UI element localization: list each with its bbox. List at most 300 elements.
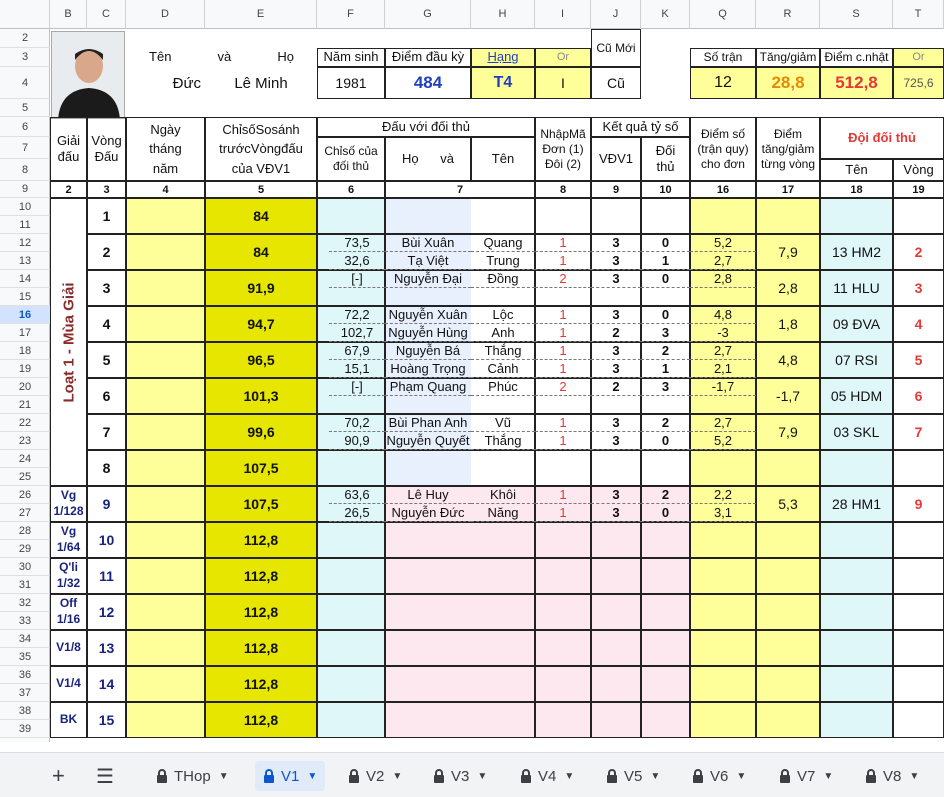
- team-ten-6[interactable]: 05 HDM: [820, 378, 893, 414]
- match-ho[interactable]: Bùi Phan Anh: [385, 414, 471, 432]
- value-ten[interactable]: Đức: [172, 74, 201, 92]
- ngay-5[interactable]: [126, 342, 205, 378]
- tang-giam-2[interactable]: 7,9: [756, 234, 820, 270]
- chiso-15[interactable]: 112,8: [205, 702, 317, 738]
- match-diem[interactable]: 2,7: [690, 342, 756, 360]
- vong-12[interactable]: 12: [87, 594, 126, 630]
- column-header-s[interactable]: S: [820, 0, 893, 29]
- ngay-11[interactable]: [126, 558, 205, 594]
- match-ho[interactable]: Nguyễn Đại: [385, 270, 471, 288]
- row-header-20[interactable]: 20: [0, 378, 50, 396]
- team-ten-1[interactable]: [820, 198, 893, 234]
- chiso-dt-block-11: [317, 558, 385, 594]
- team-ten-8[interactable]: [820, 450, 893, 486]
- sheet-tab-bar: [0, 752, 944, 797]
- vong-14[interactable]: 14: [87, 666, 126, 702]
- vong-3[interactable]: 3: [87, 270, 126, 306]
- team-vong-8[interactable]: [893, 450, 944, 486]
- giai-dau-9[interactable]: Vg 1/128: [50, 486, 87, 522]
- match-doi-thu[interactable]: 3: [641, 378, 690, 396]
- or-label: Or: [535, 48, 591, 67]
- match-ho[interactable]: Nguyễn Xuân: [385, 306, 471, 324]
- giai-dau-11[interactable]: Q'li 1/32: [50, 558, 87, 594]
- team-ten-12[interactable]: [820, 594, 893, 630]
- row-header-36[interactable]: 36: [0, 666, 50, 684]
- row-header-15[interactable]: 15: [0, 288, 50, 306]
- sheet-tab-label: V1: [281, 767, 300, 785]
- diem-block-11: [690, 558, 756, 594]
- row-header-37[interactable]: 37: [0, 684, 50, 702]
- match-vdv1[interactable]: 3: [591, 234, 641, 252]
- tang-giam-8[interactable]: [756, 450, 820, 486]
- team-vong-15[interactable]: [893, 702, 944, 738]
- row-header-16[interactable]: 16: [0, 306, 50, 324]
- chiso-4[interactable]: 94,7: [205, 306, 317, 342]
- vong-7[interactable]: 7: [87, 414, 126, 450]
- sheet-tab-v5[interactable]: [598, 761, 668, 791]
- row-header-33[interactable]: 33: [0, 612, 50, 630]
- match-vdv1[interactable]: 3: [591, 270, 641, 288]
- hdr-diem-tang-giam: Điểm tăng/giảm từng vòng: [756, 117, 820, 181]
- lock-icon: [865, 769, 877, 784]
- ma-block-15: [535, 702, 591, 738]
- sheet-tab-v1[interactable]: [255, 761, 325, 791]
- value-or[interactable]: I: [535, 67, 591, 99]
- match-ten[interactable]: Quang: [471, 234, 535, 252]
- giai-dau-10[interactable]: Vg 1/64: [50, 522, 87, 558]
- diem-block-12: [690, 594, 756, 630]
- row-header-4[interactable]: 4: [0, 67, 50, 99]
- vong-9[interactable]: 9: [87, 486, 126, 522]
- vdv1-block-12: [591, 594, 641, 630]
- row-header-27[interactable]: 27: [0, 504, 50, 522]
- match-diem[interactable]: 5,2: [690, 234, 756, 252]
- column-header-h[interactable]: H: [471, 0, 535, 29]
- menu-icon: ☰: [96, 765, 114, 788]
- ma-block-13: [535, 630, 591, 666]
- row-header-10[interactable]: 10: [0, 198, 50, 216]
- ngay-7[interactable]: [126, 414, 205, 450]
- tang-giam-11[interactable]: [756, 558, 820, 594]
- ma-block-14: [535, 666, 591, 702]
- match-diem[interactable]: -1,7: [690, 378, 756, 396]
- row-header-8[interactable]: 8: [0, 159, 50, 181]
- chiso-5[interactable]: 96,5: [205, 342, 317, 378]
- vong-5[interactable]: 5: [87, 342, 126, 378]
- row-header-5[interactable]: 5: [0, 99, 50, 117]
- match-doi-thu[interactable]: 2: [641, 342, 690, 360]
- hdr-doi-doi-thu: Đội đối thủ: [820, 117, 944, 159]
- match-chiso-dt[interactable]: [-]: [329, 270, 385, 288]
- sheet-tab-label: V2: [366, 767, 385, 785]
- chiso-13[interactable]: 112,8: [205, 630, 317, 666]
- vong-10[interactable]: 10: [87, 522, 126, 558]
- match-diem[interactable]: -3: [690, 324, 756, 342]
- match-ten[interactable]: Vũ: [471, 414, 535, 432]
- match-ma[interactable]: 1: [535, 432, 591, 450]
- ngay-3[interactable]: [126, 270, 205, 306]
- doithu-block-11: [641, 558, 690, 594]
- row-header-3[interactable]: 3: [0, 48, 50, 67]
- sheet-tab-v6[interactable]: [684, 761, 754, 791]
- match-doi-thu[interactable]: 0: [641, 234, 690, 252]
- match-diem[interactable]: 2,8: [690, 270, 756, 288]
- sheet-tab-v3[interactable]: [425, 761, 495, 791]
- column-header-f[interactable]: F: [317, 0, 385, 29]
- row-header-38[interactable]: 38: [0, 702, 50, 720]
- match-diem[interactable]: 2,1: [690, 360, 756, 378]
- col-number-7: 7: [385, 181, 535, 198]
- row-header-11[interactable]: 11: [0, 216, 50, 234]
- col-number-17: 17: [756, 181, 820, 198]
- ho-block-1: [385, 198, 471, 234]
- match-chiso-dt[interactable]: 67,9: [329, 342, 385, 360]
- match-vdv1[interactable]: 3: [591, 504, 641, 522]
- row-header-34[interactable]: 34: [0, 630, 50, 648]
- chiso-dt-block-8: [317, 450, 385, 486]
- team-ten-3[interactable]: 11 HLU: [820, 270, 893, 306]
- ngay-15[interactable]: [126, 702, 205, 738]
- team-vong-13[interactable]: [893, 630, 944, 666]
- team-ten-11[interactable]: [820, 558, 893, 594]
- match-ma[interactable]: 1: [535, 360, 591, 378]
- match-ho[interactable]: Lê Huy: [385, 486, 471, 504]
- team-vong-4[interactable]: 4: [893, 306, 944, 342]
- match-diem[interactable]: 2,2: [690, 486, 756, 504]
- tang-giam-14[interactable]: [756, 666, 820, 702]
- match-ten[interactable]: Thắng: [471, 432, 535, 450]
- giai-dau-14[interactable]: V1/4: [50, 666, 87, 702]
- value-or2[interactable]: 725,6: [893, 67, 944, 99]
- ngay-10[interactable]: [126, 522, 205, 558]
- match-ho[interactable]: Hoàng Trọng: [385, 360, 471, 378]
- team-vong-7[interactable]: 7: [893, 414, 944, 450]
- match-ten[interactable]: Trung: [471, 252, 535, 270]
- row-header-12[interactable]: 12: [0, 234, 50, 252]
- tang-giam-label: Tăng/giảm: [756, 48, 820, 67]
- team-ten-9[interactable]: 28 HM1: [820, 486, 893, 522]
- column-header-g[interactable]: G: [385, 0, 471, 29]
- team-vong-9[interactable]: 9: [893, 486, 944, 522]
- row-header-24[interactable]: 24: [0, 450, 50, 468]
- vong-11[interactable]: 11: [87, 558, 126, 594]
- value-diem-cnhat[interactable]: 512,8: [820, 67, 893, 99]
- match-vdv1[interactable]: 3: [591, 432, 641, 450]
- lock-icon: [606, 769, 618, 784]
- row-header-9[interactable]: 9: [0, 181, 50, 198]
- tang-giam-1[interactable]: [756, 198, 820, 234]
- row-header-35[interactable]: 35: [0, 648, 50, 666]
- ngay-1[interactable]: [126, 198, 205, 234]
- vong-4[interactable]: 4: [87, 306, 126, 342]
- match-vdv1[interactable]: 3: [591, 414, 641, 432]
- column-header-c[interactable]: C: [87, 0, 126, 29]
- match-chiso-dt[interactable]: 102,7: [329, 324, 385, 342]
- match-chiso-dt[interactable]: [-]: [329, 378, 385, 396]
- match-doi-thu[interactable]: 1: [641, 360, 690, 378]
- match-doi-thu[interactable]: 0: [641, 504, 690, 522]
- ngay-14[interactable]: [126, 666, 205, 702]
- team-ten-4[interactable]: 09 ĐVA: [820, 306, 893, 342]
- ngay-4[interactable]: [126, 306, 205, 342]
- hdr-ten-doi: Tên: [820, 159, 893, 181]
- column-header-q[interactable]: Q: [690, 0, 756, 29]
- team-ten-15[interactable]: [820, 702, 893, 738]
- match-vdv1[interactable]: 3: [591, 486, 641, 504]
- chiso-9[interactable]: 107,5: [205, 486, 317, 522]
- value-tang-giam[interactable]: 28,8: [756, 67, 820, 99]
- match-ho[interactable]: Nguyễn Đức: [385, 504, 471, 522]
- chiso-2[interactable]: 84: [205, 234, 317, 270]
- chevron-down-icon: ▼: [477, 770, 488, 782]
- value-ho[interactable]: Lê Minh: [234, 74, 288, 92]
- team-ten-14[interactable]: [820, 666, 893, 702]
- column-header-t[interactable]: T: [893, 0, 944, 29]
- all-sheets-button[interactable]: [96, 761, 114, 791]
- match-vdv1[interactable]: 3: [591, 252, 641, 270]
- match-ho[interactable]: Nguyễn Hùng: [385, 324, 471, 342]
- ngay-6[interactable]: [126, 378, 205, 414]
- match-doi-thu[interactable]: 2: [641, 486, 690, 504]
- sheet-tab-v7[interactable]: [771, 761, 841, 791]
- chiso-12[interactable]: 112,8: [205, 594, 317, 630]
- match-diem[interactable]: 2,7: [690, 252, 756, 270]
- column-header-i[interactable]: I: [535, 0, 591, 29]
- column-header-k[interactable]: K: [641, 0, 690, 29]
- match-doi-thu[interactable]: 0: [641, 270, 690, 288]
- ngay-2[interactable]: [126, 234, 205, 270]
- match-ten[interactable]: Đồng: [471, 270, 535, 288]
- match-ten[interactable]: Năng: [471, 504, 535, 522]
- chiso-8[interactable]: 107,5: [205, 450, 317, 486]
- row-header-6[interactable]: 6: [0, 117, 50, 137]
- row-header-28[interactable]: 28: [0, 522, 50, 540]
- column-header-d[interactable]: D: [126, 0, 205, 29]
- chiso-3[interactable]: 91,9: [205, 270, 317, 306]
- sheet-tab-thop[interactable]: [148, 761, 237, 791]
- match-vdv1[interactable]: 3: [591, 306, 641, 324]
- match-ten[interactable]: Khôi: [471, 486, 535, 504]
- match-ma[interactable]: 2: [535, 378, 591, 396]
- row-header-26[interactable]: 26: [0, 486, 50, 504]
- match-ma[interactable]: 1: [535, 504, 591, 522]
- match-vdv1[interactable]: 2: [591, 324, 641, 342]
- lock-icon: [433, 769, 445, 784]
- row-header-14[interactable]: 14: [0, 270, 50, 288]
- match-ten[interactable]: Anh: [471, 324, 535, 342]
- team-vong-1[interactable]: [893, 198, 944, 234]
- label-ho: Họ: [277, 49, 294, 65]
- team-vong-10[interactable]: [893, 522, 944, 558]
- team-vong-12[interactable]: [893, 594, 944, 630]
- ngay-8[interactable]: [126, 450, 205, 486]
- match-ten[interactable]: Phúc: [471, 378, 535, 396]
- tang-giam-4[interactable]: 1,8: [756, 306, 820, 342]
- team-vong-11[interactable]: [893, 558, 944, 594]
- row-header-2[interactable]: 2: [0, 29, 50, 48]
- match-chiso-dt[interactable]: 15,1: [329, 360, 385, 378]
- team-ten-7[interactable]: 03 SKL: [820, 414, 893, 450]
- match-ho[interactable]: Nguyễn Bá: [385, 342, 471, 360]
- chiso-11[interactable]: 112,8: [205, 558, 317, 594]
- match-ma[interactable]: 1: [535, 486, 591, 504]
- match-diem[interactable]: 3,1: [690, 504, 756, 522]
- team-ten-13[interactable]: [820, 630, 893, 666]
- tang-giam-10[interactable]: [756, 522, 820, 558]
- sheet-tab-label: V6: [710, 767, 729, 785]
- ngay-9[interactable]: [126, 486, 205, 522]
- ngay-13[interactable]: [126, 630, 205, 666]
- giai-dau-12[interactable]: Off 1/16: [50, 594, 87, 630]
- row-header-13[interactable]: 13: [0, 252, 50, 270]
- diem-dau-ky-label: Điểm đầu kỳ: [385, 48, 471, 67]
- match-ma[interactable]: 2: [535, 270, 591, 288]
- chiso-1[interactable]: 84: [205, 198, 317, 234]
- match-doi-thu[interactable]: 1: [641, 252, 690, 270]
- match-ho[interactable]: Nguyễn Quyết: [386, 433, 470, 448]
- row-header-23[interactable]: 23: [0, 432, 50, 450]
- row-header-32[interactable]: 32: [0, 594, 50, 612]
- vong-13[interactable]: 13: [87, 630, 126, 666]
- ngay-12[interactable]: [126, 594, 205, 630]
- ho-block-14: [385, 666, 471, 702]
- chiso-10[interactable]: 112,8: [205, 522, 317, 558]
- team-vong-14[interactable]: [893, 666, 944, 702]
- ten-block-14: [471, 666, 535, 702]
- match-vdv1[interactable]: 3: [591, 360, 641, 378]
- match-chiso-dt[interactable]: 73,5: [329, 234, 385, 252]
- row-header-17[interactable]: 17: [0, 324, 50, 342]
- tang-giam-13[interactable]: [756, 630, 820, 666]
- value-cu-moi[interactable]: Cũ: [591, 67, 641, 99]
- vong-6[interactable]: 6: [87, 378, 126, 414]
- add-sheet-button[interactable]: [52, 761, 65, 791]
- match-ma[interactable]: 1: [535, 306, 591, 324]
- col-number-4: 4: [126, 181, 205, 198]
- vong-8[interactable]: 8: [87, 450, 126, 486]
- column-header-r[interactable]: R: [756, 0, 820, 29]
- team-vong-5[interactable]: 5: [893, 342, 944, 378]
- value-diem-dau-ky[interactable]: 484: [385, 67, 471, 99]
- match-vdv1[interactable]: 3: [591, 342, 641, 360]
- match-chiso-dt[interactable]: 63,6: [329, 486, 385, 504]
- match-ho[interactable]: Tạ Việt: [385, 252, 471, 270]
- sheet-tab-label: V3: [451, 767, 470, 785]
- match-ten[interactable]: Cảnh: [471, 360, 535, 378]
- tang-giam-7[interactable]: 7,9: [756, 414, 820, 450]
- match-diem[interactable]: 5,2: [690, 432, 756, 450]
- column-header-j[interactable]: J: [591, 0, 641, 29]
- team-vong-3[interactable]: 3: [893, 270, 944, 306]
- value-nam-sinh[interactable]: 1981: [317, 67, 385, 99]
- row-header-30[interactable]: 30: [0, 558, 50, 576]
- row-header-21[interactable]: 21: [0, 396, 50, 414]
- team-vong-6[interactable]: 6: [893, 378, 944, 414]
- chiso-7[interactable]: 99,6: [205, 414, 317, 450]
- value-so-tran[interactable]: 12: [690, 67, 756, 99]
- chiso-6[interactable]: 101,3: [205, 378, 317, 414]
- match-chiso-dt[interactable]: 32,6: [329, 252, 385, 270]
- row-header-39[interactable]: 39: [0, 720, 50, 738]
- tang-giam-5[interactable]: 4,8: [756, 342, 820, 378]
- match-chiso-dt[interactable]: 70,2: [329, 414, 385, 432]
- match-ma[interactable]: 1: [535, 234, 591, 252]
- column-header-b[interactable]: B: [50, 0, 87, 29]
- match-doi-thu[interactable]: 0: [641, 306, 690, 324]
- hdr-doi-thu: Đối thủ: [641, 137, 690, 181]
- row-header-31[interactable]: 31: [0, 576, 50, 594]
- hdr-ngay: Ngày tháng năm: [126, 117, 205, 181]
- vdv1-block-14: [591, 666, 641, 702]
- team-ten-2[interactable]: 13 HM2: [820, 234, 893, 270]
- tang-giam-9[interactable]: 5,3: [756, 486, 820, 522]
- match-vdv1[interactable]: 2: [591, 378, 641, 396]
- value-hang[interactable]: T4: [471, 67, 535, 99]
- col-number-3: 3: [87, 181, 126, 198]
- row-header-25[interactable]: 25: [0, 468, 50, 486]
- sheet-tab-v4[interactable]: [512, 761, 582, 791]
- match-diem[interactable]: 2,7: [690, 414, 756, 432]
- match-chiso-dt[interactable]: 26,5: [329, 504, 385, 522]
- match-ma[interactable]: 1: [535, 324, 591, 342]
- tang-giam-15[interactable]: [756, 702, 820, 738]
- vong-2[interactable]: 2: [87, 234, 126, 270]
- match-ho[interactable]: Bùi Xuân: [385, 234, 471, 252]
- ten-block-12: [471, 594, 535, 630]
- or2-label: Or: [893, 48, 944, 67]
- vong-15[interactable]: 15: [87, 702, 126, 738]
- chevron-down-icon: ▼: [823, 770, 834, 782]
- team-ten-5[interactable]: 07 RSI: [820, 342, 893, 378]
- giai-dau-13[interactable]: V1/8: [50, 630, 87, 666]
- match-ma[interactable]: 1: [535, 342, 591, 360]
- tang-giam-3[interactable]: 2,8: [756, 270, 820, 306]
- vong-1[interactable]: 1: [87, 198, 126, 234]
- doithu-block-1: [641, 198, 690, 234]
- match-doi-thu[interactable]: 3: [641, 324, 690, 342]
- row-header-29[interactable]: 29: [0, 540, 50, 558]
- match-ho[interactable]: Phạm Quang: [385, 378, 471, 396]
- match-ten[interactable]: Lộc: [471, 306, 535, 324]
- giai-dau-15[interactable]: BK: [50, 702, 87, 738]
- col-number-6: 6: [317, 181, 385, 198]
- ten-block-11: [471, 558, 535, 594]
- row-header-22[interactable]: 22: [0, 414, 50, 432]
- tang-giam-12[interactable]: [756, 594, 820, 630]
- match-ma[interactable]: 1: [535, 414, 591, 432]
- match-doi-thu[interactable]: 0: [641, 432, 690, 450]
- row-header-18[interactable]: 18: [0, 342, 50, 360]
- sheet-tab-v2[interactable]: [340, 761, 410, 791]
- row-header-19[interactable]: 19: [0, 360, 50, 378]
- corner-select-all[interactable]: [0, 0, 50, 29]
- match-diem[interactable]: 4,8: [690, 306, 756, 324]
- match-chiso-dt[interactable]: 72,2: [329, 306, 385, 324]
- team-ten-10[interactable]: [820, 522, 893, 558]
- tang-giam-6[interactable]: -1,7: [756, 378, 820, 414]
- hang-label: Hạng: [471, 48, 535, 67]
- match-ma[interactable]: 1: [535, 252, 591, 270]
- match-doi-thu[interactable]: 2: [641, 414, 690, 432]
- sheet-tab-v8[interactable]: [857, 761, 927, 791]
- match-ten[interactable]: Thắng: [471, 342, 535, 360]
- doithu-block-10: [641, 522, 690, 558]
- team-vong-2[interactable]: 2: [893, 234, 944, 270]
- match-chiso-dt[interactable]: 90,9: [329, 432, 385, 450]
- row-header-7[interactable]: 7: [0, 137, 50, 159]
- chiso-14[interactable]: 112,8: [205, 666, 317, 702]
- column-header-e[interactable]: E: [205, 0, 317, 29]
